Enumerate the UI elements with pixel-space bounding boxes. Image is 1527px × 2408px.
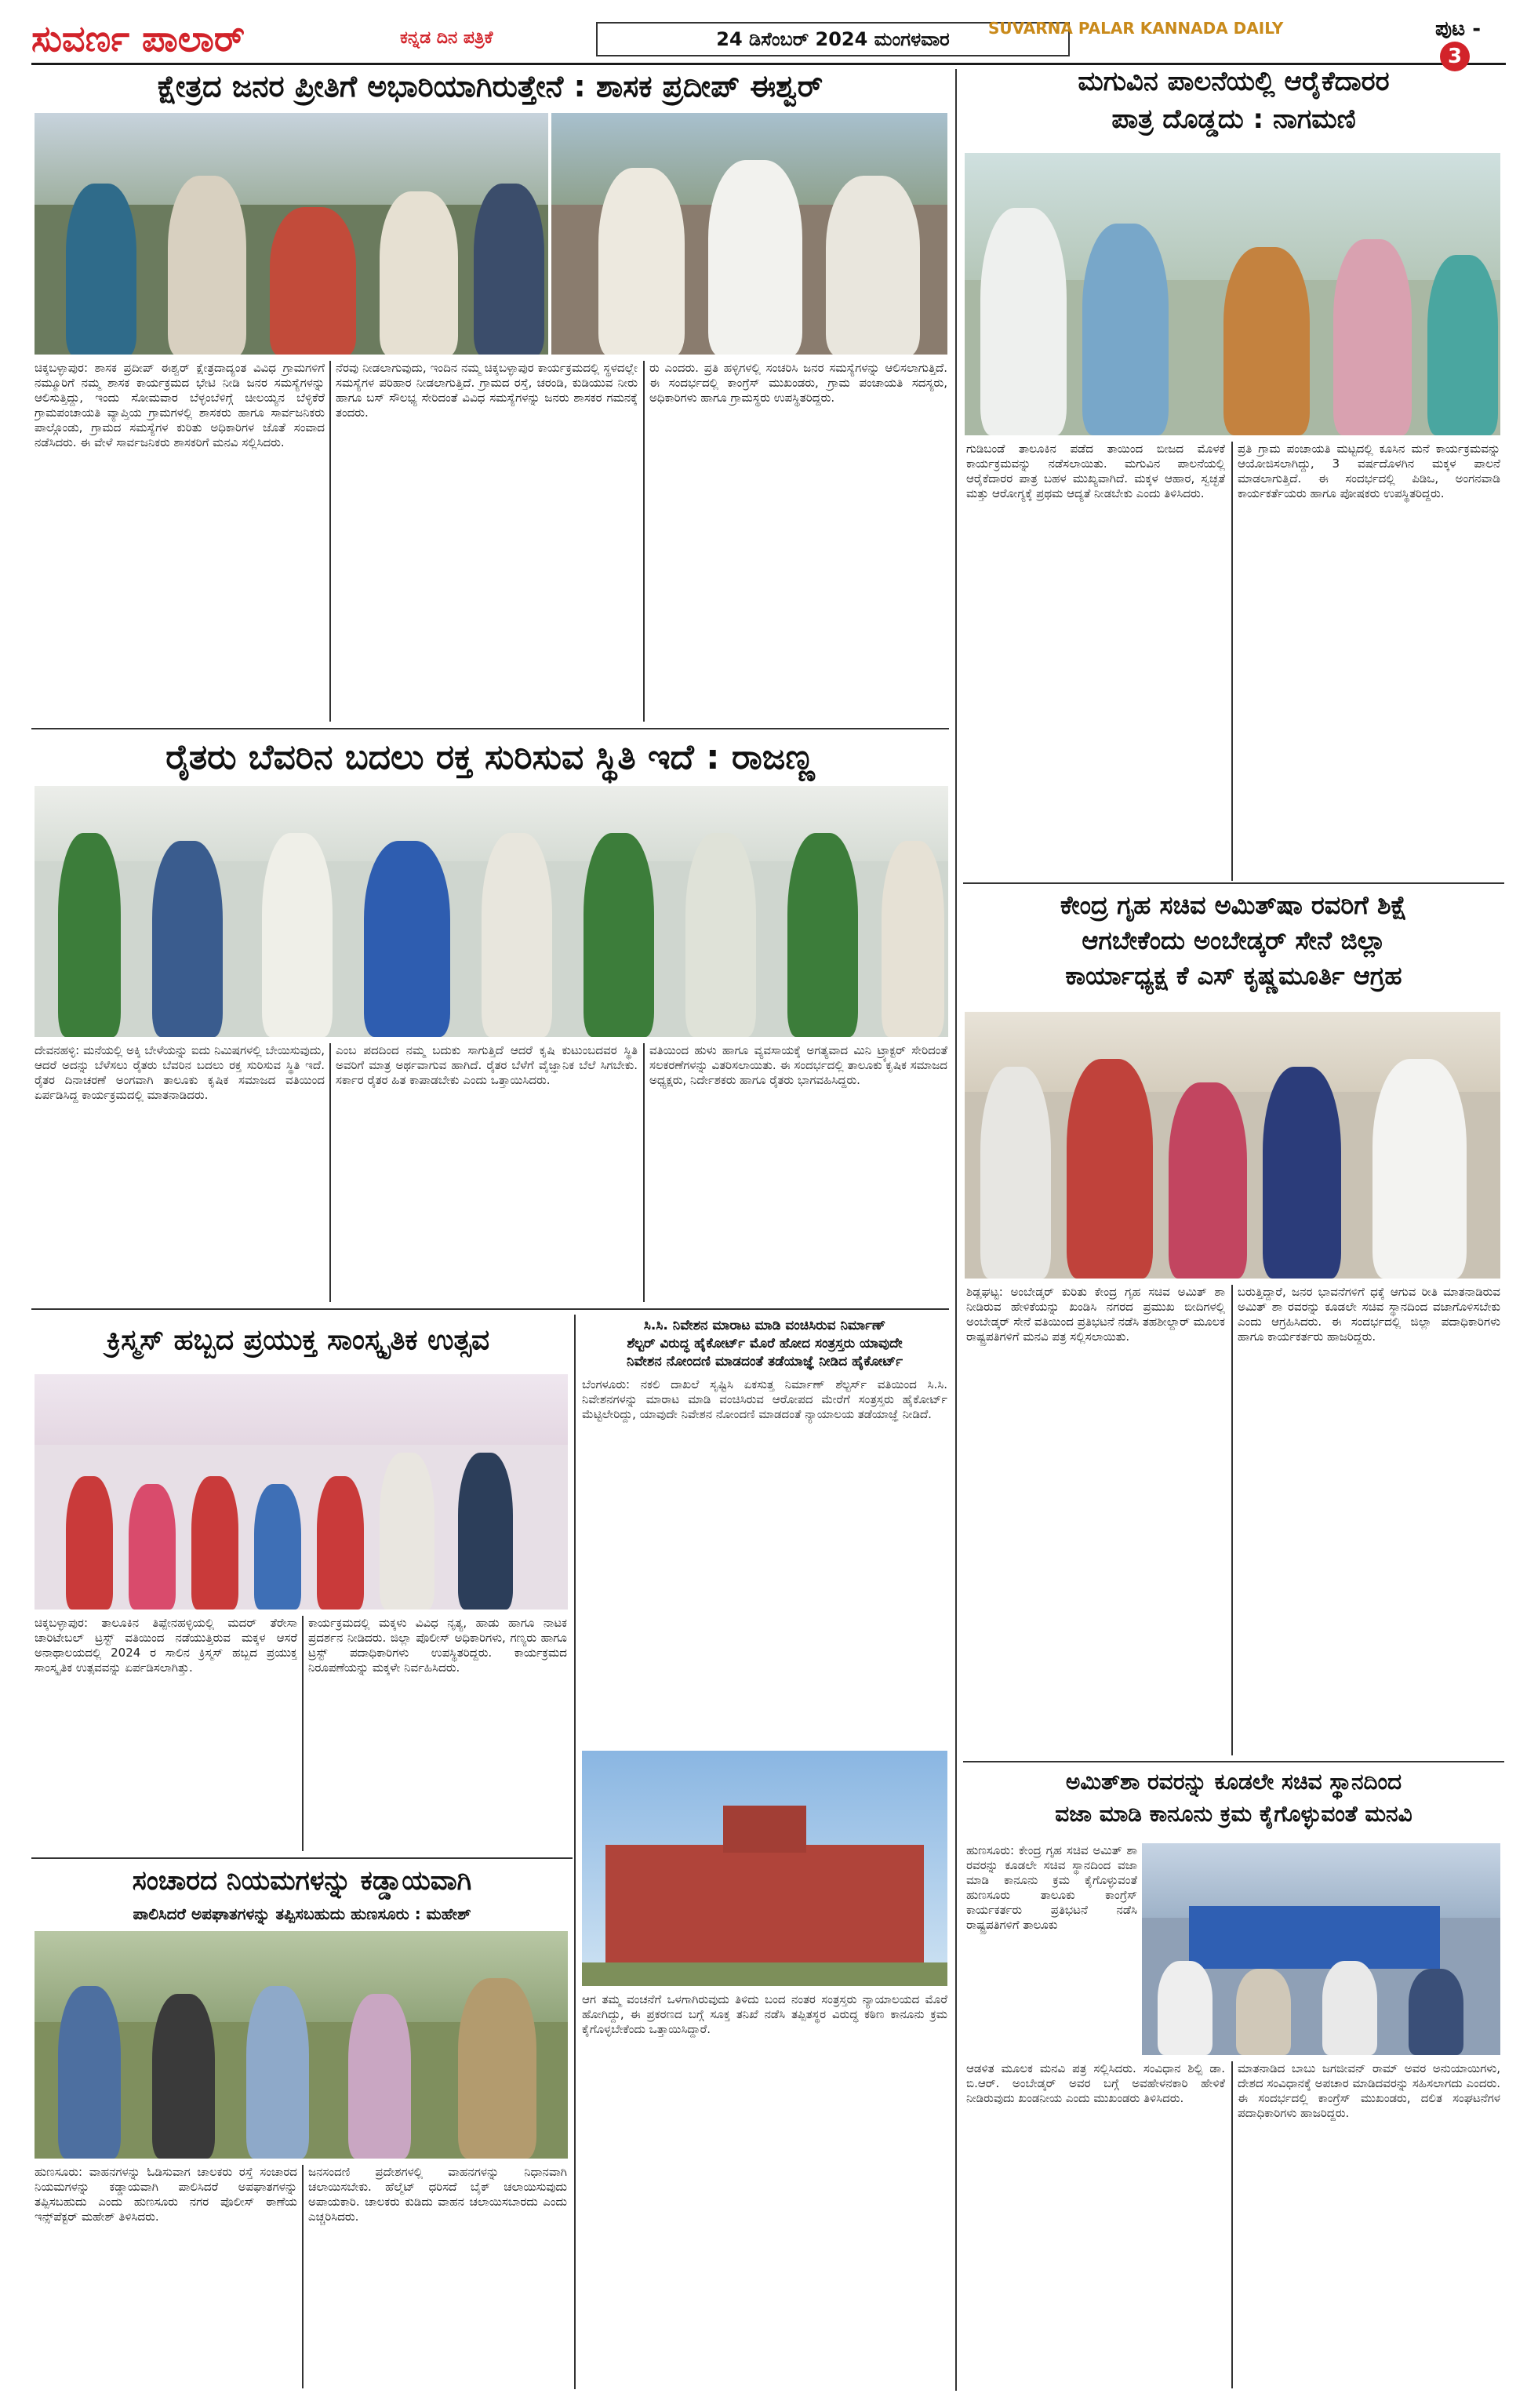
column-rule	[1231, 2061, 1233, 2388]
article-dismiss-col2: ಮಾತನಾಡಿದ ಬಾಬು ಜಗಜೀವನ್ ರಾಮ್ ಅವರ ಅನುಯಾಯಿಗಳು, ದೇಶದ ಸಂವಿಧಾನಕ್ಕೆ ಅಪಚಾರ ಮಾಡಿದವರನ್ನು ಸಹಿಸಲಾಗದು ಎಂದರು. ಈ ಸಂದರ್ಭದಲ್ಲಿ ಕಾಂಗ್ರೆಸ್ ಮುಖಂಡರು, ದಲಿತ ಸಂಘಟನೆಗಳ ಪದಾಧಿಕಾರಿಗಳು ಹಾಜರಿದ್ದರು.	[1238, 2061, 1500, 2120]
article-amitshah-col1: ಶಿಡ್ಲಘಟ್ಟ: ಅಂಬೇಡ್ಕರ್ ಕುರಿತು ಕೇಂದ್ರ ಗೃಹ ಸಚಿವ ಅಮಿತ್ ಶಾ ನೀಡಿರುವ ಹೇಳಿಕೆಯನ್ನು ಖಂಡಿಸಿ ನಗರದ ಪ್ರಮುಖ ಬೀದಿಗಳಲ್ಲಿ ಅಂಬೇಡ್ಕರ್ ಸೇನೆ ವತಿಯಿಂದ ಪ್ರತಿಭಟನೆ ನಡೆಸಿ ತಹಶೀಲ್ದಾರ್ ಮೂಲಕ ರಾಷ್ಟ್ರಪತಿಗಳಿಗೆ ಮನವಿ ಪತ್ರ ಸಲ್ಲಿಸಲಾಯಿತು.	[966, 1285, 1225, 1344]
kicker-line2: ಶೆಲ್ಟರ್ ವಿರುದ್ಧ ಹೈಕೋರ್ಟ್ ಮೊರೆ ಹೋದ ಸಂತ್ರಸ್ತರು ಯಾವುದೇ	[627, 1336, 903, 1351]
section-rule	[31, 728, 949, 729]
section-rule	[963, 1761, 1504, 1762]
headline-amitshah-line3: ಕಾರ್ಯಾಧ್ಯಕ್ಷ ಕೆ ಎಸ್ ಕೃಷ್ಣಮೂರ್ತಿ ಆಗ್ರಹ	[1065, 961, 1402, 991]
page-number: 3	[1440, 42, 1470, 71]
newspaper-title: ಸುವರ್ಣ ಪಾಲಾರ್	[31, 17, 245, 60]
issue-date: 24 ಡಿಸೆಂಬರ್ 2024 ಮಂಗಳವಾರ	[596, 22, 1070, 56]
photo-nagamani-program	[965, 153, 1500, 435]
article-rajanna-col1: ದೇವನಹಳ್ಳಿ: ಮನೆಯಲ್ಲಿ ಅಕ್ಕಿ ಬೇಳೆಯನ್ನು ಐದು ನಿಮಿಷಗಳಲ್ಲಿ ಬೇಯಿಸುವುದು, ಆದರೆ ಅದನ್ನು ಬೆಳೆಸಲು ರೈತರು ಬೆವರಿನ ಬದಲು ರಕ್ತ ಸುರಿಸುವ ಸ್ಥಿತಿ ಇದೆ. ರೈತರ ದಿನಾಚರಣೆ ಅಂಗವಾಗಿ ತಾಲೂಕು ಕೃಷಿಕ ಸಮಾಜದ ವತಿಯಿಂದ ಏರ್ಪಡಿಸಿದ್ದ ಕಾರ್ಯಕ್ರಮದಲ್ಲಿ ಮಾತನಾಡಿದರು.	[35, 1043, 325, 1102]
column-rule	[643, 361, 645, 722]
column-rule	[329, 1043, 331, 1302]
photo-mla-with-public	[551, 113, 947, 355]
page-column-divider	[955, 69, 957, 2391]
headline-rajanna: ರೈತರು ಬೆವರಿನ ಬದಲು ರಕ್ತ ಸುರಿಸುವ ಸ್ಥಿತಿ ಇದೆ : ರಾಜಣ್ಣ	[165, 737, 815, 777]
article-christmas-col1: ಚಿಕ್ಕಬಳ್ಳಾಪುರ: ತಾಲೂಕಿನ ತಿಪ್ಪೇನಹಳ್ಳಿಯಲ್ಲಿ ಮದರ್ ತೆರೇಸಾ ಚಾರಿಟೇಬಲ್ ಟ್ರಸ್ಟ್ ವತಿಯಿಂದ ನಡೆಯುತ್ತಿರುವ ಮಕ್ಕಳ ಆಸರೆ ಅನಾಥಾಲಯದಲ್ಲಿ 2024 ರ ಸಾಲಿನ ಕ್ರಿಸ್ಮಸ್ ಹಬ್ಬದ ಪ್ರಯುಕ್ತ ಸಾಂಸ್ಕೃತಿಕ ಉತ್ಸವವನ್ನು ಏರ್ಪಡಿಸಲಾಗಿತ್ತು.	[35, 1616, 297, 1675]
photo-high-court-building	[582, 1751, 947, 1986]
article-highcourt-col2: ಆಗ ತಮ್ಮ ವಂಚನೆಗೆ ಒಳಗಾಗಿರುವುದು ತಿಳಿದು ಬಂದ ನಂತರ ಸಂತ್ರಸ್ತರು ನ್ಯಾಯಾಲಯದ ಮೊರೆ ಹೋಗಿದ್ದು, ಈ ಪ್ರಕರಣದ ಬಗ್ಗೆ ಸೂಕ್ತ ತನಿಖೆ ನಡೆಸಿ ತಪ್ಪಿತಸ್ಥರ ವಿರುದ್ಧ ಕಠಿಣ ಕಾನೂನು ಕ್ರಮ ಕೈಗೊಳ್ಳಬೇಕೆಂದು ಒತ್ತಾಯಿಸಿದ್ದಾರೆ.	[582, 1992, 947, 2036]
article-rajanna-col3: ವತಿಯಿಂದ ಹುಳು ಹಾಗೂ ವ್ಯವಸಾಯಕ್ಕೆ ಅಗತ್ಯವಾದ ಮಿನಿ ಟ್ರ್ಯಾಕ್ಟರ್ ಸೇರಿದಂತೆ ಸಲಕರಣೆಗಳನ್ನು ವಿತರಿಸಲಾಯಿತು. ಈ ಸಂದರ್ಭದಲ್ಲಿ ತಾಲೂಕು ಕೃಷಿಕ ಸಮಾಜದ ಅಧ್ಯಕ್ಷರು, ನಿರ್ದೇಶಕರು ಹಾಗೂ ರೈತರು ಭಾಗವಹಿಸಿದ್ದರು.	[649, 1043, 947, 1087]
article-dismiss-intro: ಹುಣಸೂರು: ಕೇಂದ್ರ ಗೃಹ ಸಚಿವ ಅಮಿತ್ ಶಾ ರವರನ್ನು ಕೂಡಲೇ ಸಚಿವ ಸ್ಥಾನದಿಂದ ವಜಾ ಮಾಡಿ ಕಾನೂನು ಕ್ರಮ ಕೈಗೊಳ್ಳುವಂತೆ ಹುಣಸೂರು ತಾಲೂಕು ಕಾಂಗ್ರೆಸ್ ಕಾರ್ಯಕರ್ತರು ಪ್ರತಿಭಟನೆ ನಡೆಸಿ ರಾಷ್ಟ್ರಪತಿಗಳಿಗೆ ತಾಲೂಕು	[966, 1843, 1137, 1932]
column-rule	[1231, 1285, 1233, 1755]
kicker-line3: ನಿವೇಶನ ನೋಂದಣಿ ಮಾಡದಂತೆ ತಡೆಯಾಜ್ಞೆ ನೀಡಿದ ಹೈಕೋರ್ಟ್	[627, 1354, 903, 1370]
column-rule	[302, 1616, 304, 1851]
article-traffic-col2: ಜನಸಂದಣಿ ಪ್ರದೇಶಗಳಲ್ಲಿ ವಾಹನಗಳನ್ನು ನಿಧಾನವಾಗಿ ಚಲಾಯಿಸಬೇಕು. ಹೆಲ್ಮೆಟ್ ಧರಿಸದೆ ಬೈಕ್ ಚಲಾಯಿಸುವುದು ಅಪಾಯಕಾರಿ. ಚಾಲಕರು ಕುಡಿದು ವಾಹನ ಚಲಾಯಿಸಬಾರದು ಎಂದು ಎಚ್ಚರಿಸಿದರು.	[308, 2165, 567, 2224]
photo-residents-meeting	[35, 113, 548, 355]
headline-christmas: ಕ್ರಿಸ್ಮಸ್ ಹಬ್ಬದ ಪ್ರಯುಕ್ತ ಸಾಂಸ್ಕೃತಿಕ ಉತ್ಸವ	[106, 1324, 490, 1356]
section-rule	[963, 882, 1504, 884]
masthead	[31, 17, 1506, 68]
column-rule	[329, 361, 331, 722]
article-pradeep-col1: ಚಿಕ್ಕಬಳ್ಳಾಪುರ: ಶಾಸಕ ಪ್ರದೀಪ್ ಈಶ್ವರ್ ಕ್ಷೇತ್ರದಾದ್ಯಂತ ವಿವಿಧ ಗ್ರಾಮಗಳಿಗೆ ನಮ್ಮೂರಿಗೆ ನಮ್ಮ ಶಾಸಕ ಕಾರ್ಯಕ್ರಮದ ಭೇಟಿ ನೀಡಿ ಜನರ ಸಮಸ್ಯೆಗಳನ್ನು ಆಲಿಸುತ್ತಿದ್ದು, ಇಂದು ಸೋಮವಾರ ಬೆಳ್ಳಂಬೆಳಿಗ್ಗೆ ಚೀಲಯ್ಯನ ಬೆಳ್ಳಿಕೆರೆ ಗ್ರಾಮಪಂಚಾಯತಿ ವ್ಯಾಪ್ತಿಯ ಗ್ರಾಮಗಳಲ್ಲಿ ಶಾಸಕರು ಹಾಗೂ ಸಾರ್ವಜನಿಕರು ಪಾಲ್ಗೊಂಡು, ಗ್ರಾಮದ ಸಮಸ್ಯೆಗಳ ಕುರಿತು ಅಧಿಕಾರಿಗಳ ಜೊತೆ ಸಂವಾದ ನಡೆಸಿದರು. ಈ ವೇಳೆ ಸಾರ್ವಜನಿಕರು ಶಾಸಕರಿಗೆ ಮನವಿ ಸಲ್ಲಿಸಿದರು.	[35, 361, 325, 449]
section-rule	[31, 1308, 949, 1310]
headline-amitshah-line2: ಆಗಬೇಕೆಂದು ಅಂಬೇಡ್ಕರ್ ಸೇನೆ ಜಿಲ್ಲಾ	[1082, 926, 1386, 955]
column-rule	[574, 1315, 576, 2389]
section-rule	[31, 1857, 573, 1859]
photo-traffic-awareness	[35, 1931, 568, 2159]
headline-nagamani-line2: ಪಾತ್ರ ದೊಡ್ಡದು : ನಾಗಮಣಿ	[1111, 104, 1356, 135]
article-pradeep-col3: ರು ಎಂದರು. ಪ್ರತಿ ಹಳ್ಳಿಗಳಲ್ಲಿ ಸಂಚರಿಸಿ ಜನರ ಸಮಸ್ಯೆಗಳನ್ನು ಆಲಿಸಲಾಗುತ್ತಿದೆ. ಈ ಸಂದರ್ಭದಲ್ಲಿ ಕಾಂಗ್ರೆಸ್ ಮುಖಂಡರು, ಗ್ರಾಮ ಪಂಚಾಯತಿ ಸದಸ್ಯರು, ಅಧಿಕಾರಿಗಳು ಹಾಗೂ ಗ್ರಾಮಸ್ಥರು ಉಪಸ್ಥಿತರಿದ್ದರು.	[649, 361, 947, 405]
article-nagamani-col1: ಗುಡಿಬಂಡೆ ತಾಲೂಕಿನ ಪಡೆದ ತಾಯಿಂದ ಬೀಜದ ಮೊಳಕೆ ಕಾರ್ಯಕ್ರಮವನ್ನು ನಡೆಸಲಾಯಿತು. ಮಗುವಿನ ಪಾಲನೆಯಲ್ಲಿ ಆರೈಕೆದಾರರ ಪಾತ್ರ ಬಹಳ ಮುಖ್ಯವಾಗಿದೆ. ಮಕ್ಕಳ ಆಹಾರ, ಸ್ವಚ್ಛತೆ ಮತ್ತು ಆರೋಗ್ಯಕ್ಕೆ ಪ್ರಥಮ ಆದ್ಯತೆ ನೀಡಬೇಕು ಎಂದು ತಿಳಿಸಿದರು.	[966, 442, 1225, 500]
newspaper-subtitle: ಕನ್ನಡ ದಿನ ಪತ್ರಿಕೆ	[400, 28, 493, 48]
headline-traffic-rules: ಸಂಚಾರದ ನಿಯಮಗಳನ್ನು ಕಡ್ಡಾಯವಾಗಿ	[132, 1865, 472, 1897]
column-rule	[1231, 442, 1233, 881]
page-indicator	[1435, 17, 1506, 71]
article-highcourt-col1: ಬೆಂಗಳೂರು: ನಕಲಿ ದಾಖಲೆ ಸೃಷ್ಟಿಸಿ ಏಕಸುತ್ತ ನಿರ್ಮಾಣ್ ಶೆಲ್ಟರ್ಸ್ ವತಿಯಿಂದ ಸಿ.ಸಿ. ನಿವೇಶನಗಳನ್ನು ಮಾರಾಟ ಮಾಡಿ ವಂಚಿಸಿರುವ ಆರೋಪದ ಮೇರೆಗೆ ಸಂತ್ರಸ್ತರು ಹೈಕೋರ್ಟ್ ಮೆಟ್ಟಿಲೇರಿದ್ದು, ಯಾವುದೇ ನಿವೇಶನ ನೋಂದಣಿ ಮಾಡದಂತೆ ನ್ಯಾಯಾಲಯ ತಡೆಯಾಜ್ಞೆ ನೀಡಿದೆ.	[582, 1377, 947, 1421]
english-name: SUVARNA PALAR KANNADA DAILY	[988, 19, 1284, 38]
article-nagamani-col2: ಪ್ರತಿ ಗ್ರಾಮ ಪಂಚಾಯತಿ ಮಟ್ಟದಲ್ಲಿ ಕೂಸಿನ ಮನೆ ಕಾರ್ಯಕ್ರಮವನ್ನು ಆಯೋಜಿಸಲಾಗಿದ್ದು, 3 ವರ್ಷದೊಳಗಿನ ಮಕ್ಕಳ ಪಾಲನೆ ಮಾಡಲಾಗುತ್ತಿದೆ. ಈ ಸಂದರ್ಭದಲ್ಲಿ ಪಿಡಿಒ, ಅಂಗನವಾಡಿ ಕಾರ್ಯಕರ್ತೆಯರು ಹಾಗೂ ಪೋಷಕರು ಉಪಸ್ಥಿತರಿದ್ದರು.	[1238, 442, 1500, 500]
photo-christmas-children	[35, 1374, 568, 1610]
photo-farmers-day	[35, 786, 948, 1037]
subhead-traffic-rules: ಪಾಲಿಸಿದರೆ ಅಪಘಾತಗಳನ್ನು ತಪ್ಪಿಸಬಹುದು ಹುಣಸೂರು : ಮಹೇಶ್	[133, 1904, 471, 1923]
article-pradeep-col2: ನೆರವು ನೀಡಲಾಗುವುದು, ಇಂದಿನ ನಮ್ಮ ಚಿಕ್ಕಬಳ್ಳಾಪುರ ಕಾರ್ಯಕ್ರಮದಲ್ಲಿ ಸ್ಥಳದಲ್ಲೇ ಸಮಸ್ಯೆಗಳ ಪರಿಹಾರ ನೀಡಲಾಗುತ್ತಿದೆ. ಗ್ರಾಮದ ರಸ್ತೆ, ಚರಂಡಿ, ಕುಡಿಯುವ ನೀರು ಹಾಗೂ ಬಸ್ ಸೌಲಭ್ಯ ಸೇರಿದಂತೆ ವಿವಿಧ ಸಮಸ್ಯೆಗಳನ್ನು ಜನರು ಶಾಸಕರ ಗಮನಕ್ಕೆ ತಂದರು.	[336, 361, 638, 420]
article-traffic-col1: ಹುಣಸೂರು: ವಾಹನಗಳನ್ನು ಓಡಿಸುವಾಗ ಚಾಲಕರು ರಸ್ತೆ ಸಂಚಾರದ ನಿಯಮಗಳನ್ನು ಕಡ್ಡಾಯವಾಗಿ ಪಾಲಿಸಿದರೆ ಅಪಘಾತಗಳನ್ನು ತಪ್ಪಿಸಬಹುದು ಎಂದು ಹುಣಸೂರು ನಗರ ಪೊಲೀಸ್ ಠಾಣೆಯ ಇನ್ಸ್‌ಪೆಕ್ಟರ್ ಮಹೇಶ್ ತಿಳಿಸಿದರು.	[35, 2165, 297, 2224]
headline-amitshah-line1: ಕೇಂದ್ರ ಗೃಹ ಸಚಿವ ಅಮಿತ್‌ಷಾ ರವರಿಗೆ ಶಿಕ್ಷೆ	[1060, 890, 1408, 920]
article-rajanna-col2: ಎಂಬ ಪದದಿಂದ ನಮ್ಮ ಬದುಕು ಸಾಗುತ್ತಿದೆ ಆದರೆ ಕೃಷಿ ಕುಟುಂಬದವರ ಸ್ಥಿತಿ ಅವರಿಗೆ ಮಾತ್ರ ಅರ್ಥವಾಗುವ ಹಾಗಿದೆ. ರೈತರ ಬೆಳೆಗೆ ವೈಜ್ಞಾನಿಕ ಬೆಲೆ ಸಿಗಬೇಕು. ಸರ್ಕಾರ ರೈತರ ಹಿತ ಕಾಪಾಡಬೇಕು ಎಂದು ಒತ್ತಾಯಿಸಿದರು.	[336, 1043, 638, 1087]
headline-nagamani-line1: ಮಗುವಿನ ಪಾಲನೆಯಲ್ಲಿ ಆರೈಕೆದಾರರ	[1078, 66, 1390, 97]
headline-amitshah-dismiss-line1: ಅಮಿತ್‌ಶಾ ರವರನ್ನು ಕೂಡಲೇ ಸಚಿವ ಸ್ಥಾನದಿಂದ	[1065, 1769, 1402, 1795]
kicker-line1: ಸಿ.ಸಿ. ನಿವೇಶನ ಮಾರಾಟ ಮಾಡಿ ವಂಚಿಸಿರುವ ನಿರ್ಮಾಣ್	[643, 1318, 886, 1333]
headline-amitshah-dismiss-line2: ವಜಾ ಮಾಡಿ ಕಾನೂನು ಕ್ರಮ ಕೈಗೊಳ್ಳುವಂತೆ ಮನವಿ	[1055, 1801, 1412, 1827]
article-christmas-col2: ಕಾರ್ಯಕ್ರಮದಲ್ಲಿ ಮಕ್ಕಳು ವಿವಿಧ ನೃತ್ಯ, ಹಾಡು ಹಾಗೂ ನಾಟಕ ಪ್ರದರ್ಶನ ನೀಡಿದರು. ಜಿಲ್ಲಾ ಪೊಲೀಸ್ ಅಧಿಕಾರಿಗಳು, ಗಣ್ಯರು ಹಾಗೂ ಟ್ರಸ್ಟ್ ಪದಾಧಿಕಾರಿಗಳು ಉಪಸ್ಥಿತರಿದ್ದರು. ಕಾರ್ಯಕ್ರಮದ ನಿರೂಪಣೆಯನ್ನು ಮಕ್ಕಳೇ ನಿರ್ವಹಿಸಿದರು.	[308, 1616, 567, 1675]
column-rule	[302, 2165, 304, 2388]
photo-congress-protest	[1142, 1843, 1500, 2055]
column-rule	[643, 1043, 645, 1302]
article-amitshah-col2: ಬರುತ್ತಿದ್ದಾರೆ, ಜನರ ಭಾವನೆಗಳಿಗೆ ಧಕ್ಕೆ ಆಗುವ ರೀತಿ ಮಾತನಾಡಿರುವ ಅಮಿತ್ ಶಾ ರವರನ್ನು ಕೂಡಲೇ ಸಚಿವ ಸ್ಥಾನದಿಂದ ವಜಾಗೊಳಿಸಬೇಕು ಎಂದು ಆಗ್ರಹಿಸಿದರು. ಈ ಸಂದರ್ಭದಲ್ಲಿ ಜಿಲ್ಲಾ ಪದಾಧಿಕಾರಿಗಳು ಹಾಗೂ ಕಾರ್ಯಕರ್ತರು ಹಾಜರಿದ್ದರು.	[1238, 1285, 1500, 1344]
headline-pradeep-eshwar: ಕ್ಷೇತ್ರದ ಜನರ ಪ್ರೀತಿಗೆ ಅಭಾರಿಯಾಗಿರುತ್ತೇನೆ : ಶಾಸಕ ಪ್ರದೀಪ್ ಈಶ್ವರ್	[157, 69, 823, 104]
article-dismiss-col1: ಆಡಳಿತ ಮೂಲಕ ಮನವಿ ಪತ್ರ ಸಲ್ಲಿಸಿದರು. ಸಂವಿಧಾನ ಶಿಲ್ಪಿ ಡಾ. ಬಿ.ಆರ್. ಅಂಬೇಡ್ಕರ್ ಅವರ ಬಗ್ಗೆ ಅವಹೇಳನಕಾರಿ ಹೇಳಿಕೆ ನೀಡಿರುವುದು ಖಂಡನೀಯ ಎಂದು ಮುಖಂಡರು ತಿಳಿಸಿದರು.	[966, 2061, 1225, 2105]
page-label: ಪುಟ -	[1435, 17, 1481, 41]
photo-ambedkar-sene-memorandum	[965, 1012, 1500, 1279]
